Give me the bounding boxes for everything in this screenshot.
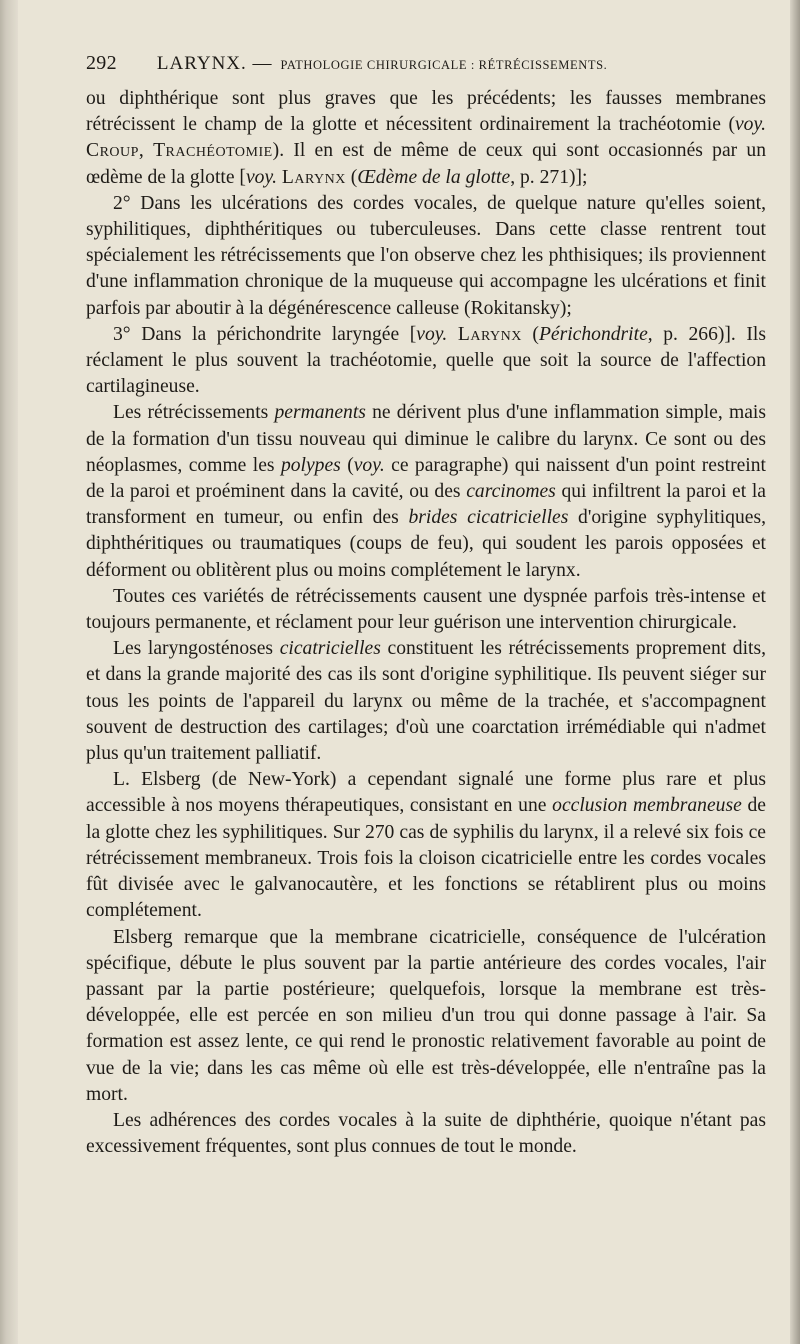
paragraph-9: Les adhérences des cordes vocales à la suite de diphthérie, quoique n'étant pas excessivement fréquentes, sont plus connues de tout le monde. xyxy=(86,1109,766,1158)
paragraph-5: Toutes ces variétés de rétrécissements causent une dyspnée parfois très-intense et toujours permanente, et réclament pour leur guérison une intervention chirurgicale. xyxy=(86,585,766,634)
paragraph-1: ou diphthérique sont plus graves que les précédents; les fausses membranes rétrécissent le champ de la glotte et nécessitent ordinairement la trachéotomie (voy. Croup, Trachéotomie). Il en est de même de ceux qui sont occasionnés par un œdème de la glotte [voy. Larynx (Œdème de la glotte, p. 271)]; xyxy=(86,88,767,188)
paragraph-3: 3° Dans la périchondrite laryngée [voy. Larynx (Périchondrite, p. 266)]. Ils réclament le plus souvent la trachéotomie, quelle que soit la source de l'affection cartilagineuse. xyxy=(86,323,766,398)
page-number: 292 xyxy=(86,52,117,74)
running-subtitle: PATHOLOGIE CHIRURGICALE : RÉTRÉCISSEMENTS. xyxy=(280,58,608,72)
paragraph-7: L. Elsberg (de New-York) a cependant signalé une forme plus rare et plus accessible à nos moyens thérapeutiques, consistant en une occlusion membraneuse de la glotte chez les syphilitiques. Sur 270 cas de syphilis du larynx, il a relevé six fois ce rétrécissement membraneux. Trois fois la cloison cicatricielle entre les cordes vocales fût divisée avec le galvanocautère, et les fonctions se rétablirent plus ou moins complétement. xyxy=(86,769,766,922)
paragraph-8: Elsberg remarque que la membrane cicatricielle, conséquence de l'ulcération spécifique, débute le plus souvent par la partie antérieure des cordes vocales, l'air passant par la partie postérieure; quelquefois, lorsque la membrane est très-développée, elle est percée en son milieu d'un trou qui donne passage à l'air. Sa formation est assez lente, ce qui rend le pronostic relativement favorable au point de vue de la vie; dans les cas même où elle est très-développée, elle n'entraîne pas la mort. xyxy=(86,926,766,1105)
body-text xyxy=(86,86,766,1160)
page xyxy=(86,52,766,1160)
paragraph-2: 2° Dans les ulcérations des cordes vocales, de quelque nature qu'elles soient, syphilitiques, diphthéritiques ou tuberculeuses. Dans cette classe rentrent tout spécialement les rétrécissements que l'on observe chez les phthisiques; ils proviennent d'une inflammation chronique de la muqueuse qui accompagne les ulcérations et finit parfois par aboutir à la dégénérescence calleuse (Rokitansky); xyxy=(86,192,766,319)
scan-edge-left xyxy=(0,0,18,1344)
paragraph-4: Les rétrécissements permanents ne dérivent plus d'une inflammation simple, mais de la formation d'un tissu nouveau qui diminue le calibre du larynx. Ce sont ou des néoplasmes, comme les polypes (voy. ce paragraphe) qui naissent d'un point restreint de la paroi et proéminent dans la cavité, ou des carcinomes qui infiltrent la paroi et la transforment en tumeur, ou enfin des brides cicatricielles d'origine syphylitiques, diphthéritiques ou traumatiques (coups de feu), qui soudent les parois opposées et déforment ou oblitèrent plus ou moins complétement le larynx. xyxy=(86,402,766,581)
scan-edge-right xyxy=(790,0,800,1344)
running-head xyxy=(86,52,766,82)
paragraph-6: Les laryngosténoses cicatricielles constituent les rétrécissements proprement dits, et dans la grande majorité des cas ils sont d'origine syphilitique. Ils peuvent siéger sur tous les points de l'appareil du larynx ou même de la trachée, et s'accompagnent souvent de destruction des cartilages; d'où une coarctation irrémédiable qui n'admet plus qu'un traitement palliatif. xyxy=(86,638,767,765)
running-title: LARYNX. — xyxy=(156,53,273,74)
